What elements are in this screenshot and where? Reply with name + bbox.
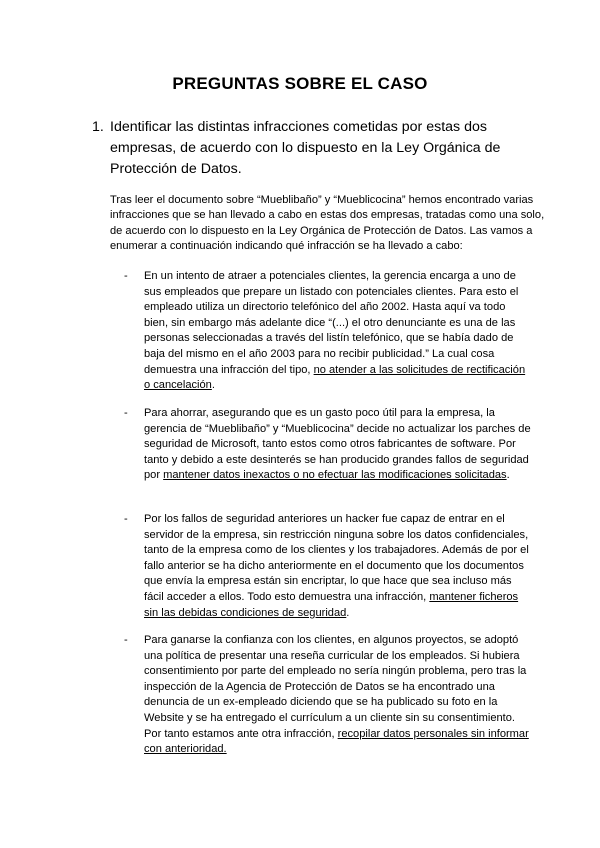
intro-paragraph: Tras leer el documento sobre “Mueblibaño” y “Mueblicocina” hemos encontrado varias infracciones que se han llevado a cabo en estas dos empresas, tratadas como una solo, de acuerdo con lo dispuesto en la Ley Orgánica de Protección de Datos. Las vamos a enumerar a continuación indicando qué infracción se ha llevado a cabo: bbox=[110, 194, 545, 253]
list-item bbox=[124, 406, 532, 484]
item-body: Por los fallos de seguridad anteriores un hacker fue capaz de entrar en el servidor de la empresa, sin restricción ninguna sobre los datos confidenciales, tanto de la empresa como de los clientes y los trabajadores. Además de por el fallo anterior se ha dicho anteriormente en el documento que los documentos que envía la empresa están sin encriptar, lo que hace que sea incluso más fácil acceder a ellos. Todo esto demuestra una infracción, bbox=[144, 513, 529, 603]
list-item-text bbox=[144, 406, 532, 484]
question-text: Identificar las distintas infracciones cometidas por estas dos empresas, de acuerdo con lo dispuesto en la Ley Orgánica de Protección de Datos. bbox=[110, 119, 501, 177]
question-1 bbox=[92, 117, 512, 180]
page-title: PREGUNTAS SOBRE EL CASO bbox=[172, 74, 428, 93]
item-body: Para ahorrar, asegurando que es un gasto poco útil para la empresa, la gerencia de “Mueblibaño” y “Mueblicocina” decide no actualizar los parches de seguridad de Microsoft, tanto estos como otros fabricantes de software. Por tanto y debido a este desinterés se han producido grandes fallos de seguridad por bbox=[144, 407, 531, 482]
list-item-text bbox=[144, 633, 532, 758]
list-bullet: - bbox=[124, 513, 128, 525]
infraction-highlight: no atender a las solicitudes de rectificación o cancelación bbox=[144, 363, 526, 392]
list-bullet: - bbox=[124, 634, 128, 646]
item-body: En un intento de atraer a potenciales clientes, la gerencia encarga a uno de sus empleados que prepare un listado con potenciales clientes. Para esto el empleado utiliza un directorio telefónico del año 2002. Hasta aquí va todo bien, sin embargo más adelante dice “(...) el otro denunciante es una de las personas seleccionadas a través del listín telefónico, que se había dado de baja del mismo en el año 2003 para no recibir publicidad.” La cual cosa demuestra una infracción del tipo, bbox=[144, 270, 519, 376]
infraction-highlight: recopilar datos personales sin informar con anterioridad. bbox=[144, 727, 529, 756]
item-end: . bbox=[346, 606, 350, 619]
list-item bbox=[124, 512, 532, 621]
list-bullet: - bbox=[124, 270, 128, 282]
list-item bbox=[124, 269, 532, 394]
list-item-text bbox=[144, 512, 532, 621]
item-end: . bbox=[211, 379, 215, 392]
question-number: 1. bbox=[92, 119, 104, 135]
infraction-highlight: mantener ficheros sin las debidas condiciones de seguridad bbox=[144, 590, 519, 619]
infraction-highlight: mantener datos inexactos o no efectuar las modificaciones solicitadas bbox=[163, 469, 507, 482]
item-end: . bbox=[506, 469, 510, 482]
list-item bbox=[124, 633, 532, 758]
list-bullet: - bbox=[124, 407, 128, 419]
item-body: Para ganarse la confianza con los clientes, en algunos proyectos, se adoptó una política de presentar una reseña curricular de los empleados. Si hubiera consentimiento por parte del empleado no sería ningún problema, pero tras la inspección de la Agencia de Protección de Datos se ha encontrado una denuncia de un ex-empleado diciendo que se ha publicado su foto en la Website y se ha entregado el currículum a un cliente sin su consentimiento. Por tanto estamos ante otra infracción, bbox=[144, 634, 527, 740]
list-item-text bbox=[144, 269, 532, 394]
